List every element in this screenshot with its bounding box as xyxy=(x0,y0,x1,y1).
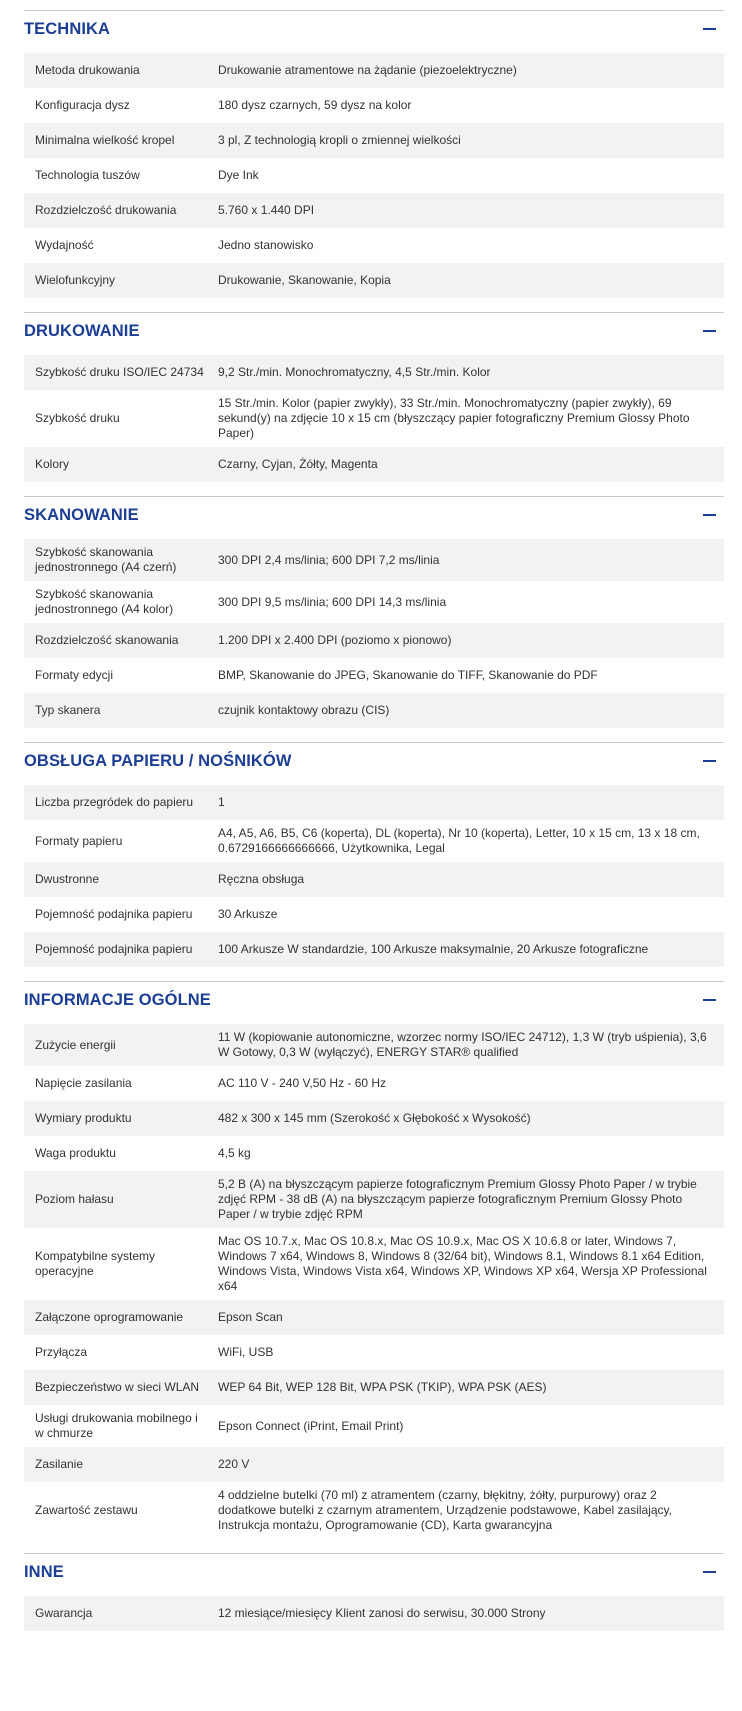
spec-value: Ręczna obsługa xyxy=(218,872,305,886)
spec-label: Gwarancja xyxy=(35,1606,93,1620)
spec-row xyxy=(24,263,724,298)
spec-value: 220 V xyxy=(218,1457,250,1471)
section-title: OBSŁUGA PAPIERU / NOŚNIKÓW xyxy=(24,751,292,770)
spec-row xyxy=(24,1335,724,1370)
spec-list xyxy=(24,0,724,1631)
spec-row xyxy=(24,355,724,390)
spec-value: A4, A5, A6, B5, C6 (koperta), DL (koperta), Nr 10 (koperta), Letter, 10 x 15 cm, 13 x 18 cm, 0.6729166666666666, Użytkownika, Legal xyxy=(218,826,700,855)
spec-label: Pojemność podajnika papieru xyxy=(35,907,193,921)
spec-label: Wydajność xyxy=(35,238,94,252)
spec-table xyxy=(24,785,724,967)
section-header[interactable] xyxy=(24,981,724,1018)
spec-value: Epson Scan xyxy=(218,1310,283,1324)
section-header[interactable] xyxy=(24,1553,724,1590)
spec-value: 15 Str./min. Kolor (papier zwykły), 33 Str./min. Monochromatyczny (papier zwykły), 69 sekund(y) na zdjęcie 10 x 15 cm (błyszczący papier fotograficzny Premium Glossy Photo Paper) xyxy=(218,396,690,440)
spec-label: Liczba przegródek do papieru xyxy=(35,795,194,809)
spec-row xyxy=(24,1405,724,1447)
spec-label: Typ skanera xyxy=(35,703,101,717)
spec-section xyxy=(24,1553,724,1631)
section-title: SKANOWANIE xyxy=(24,505,139,524)
spec-value: 1 xyxy=(218,795,225,809)
minus-icon[interactable] xyxy=(703,760,716,762)
spec-label: Poziom hałasu xyxy=(35,1192,114,1206)
spec-label: Zawartość zestawu xyxy=(35,1503,138,1517)
spec-row xyxy=(24,1447,724,1482)
spec-value: 100 Arkusze W standardzie, 100 Arkusze maksymalnie, 20 Arkusze fotograficzne xyxy=(218,942,649,956)
spec-row xyxy=(24,897,724,932)
section-title: TECHNIKA xyxy=(24,19,111,38)
spec-section xyxy=(24,742,724,967)
spec-label: Usługi drukowania mobilnego i w chmurze xyxy=(35,1411,198,1440)
spec-value: 4,5 kg xyxy=(218,1146,251,1160)
spec-label: Waga produktu xyxy=(35,1146,116,1160)
spec-value: 180 dysz czarnych, 59 dysz na kolor xyxy=(218,98,412,112)
spec-value: 1.200 DPI x 2.400 DPI (poziomo x pionowo) xyxy=(218,633,452,647)
spec-label: Zużycie energii xyxy=(35,1037,116,1052)
spec-label: Pojemność podajnika papieru xyxy=(35,942,193,956)
spec-row xyxy=(24,447,724,482)
spec-value: 12 miesiące/miesięcy Klient zanosi do serwisu, 30.000 Strony xyxy=(218,1606,546,1620)
spec-row xyxy=(24,123,724,158)
spec-label: Szybkość druku xyxy=(35,411,120,425)
section-header[interactable] xyxy=(24,10,724,47)
spec-label: Wymiary produktu xyxy=(35,1111,132,1125)
spec-table xyxy=(24,1596,724,1631)
section-header[interactable] xyxy=(24,312,724,349)
spec-row xyxy=(24,1228,724,1300)
spec-row xyxy=(24,693,724,728)
spec-value: AC 110 V - 240 V,50 Hz - 60 Hz xyxy=(218,1076,387,1090)
spec-value: Jedno stanowisko xyxy=(218,238,314,252)
spec-value: 5,2 B (A) na błyszczącym papierze fotograficznym Premium Glossy Photo Paper / w trybie zdjęć RPM - 38 dB (A) na błyszczącym papierze fotograficznym Premium Glossy Photo Paper / w trybie zdjęć RPM xyxy=(218,1177,697,1221)
spec-label: Dwustronne xyxy=(35,872,100,886)
spec-label: Wielofunkcyjny xyxy=(35,273,116,287)
spec-row xyxy=(24,820,724,862)
spec-row xyxy=(24,623,724,658)
spec-label: Rozdzielczość skanowania xyxy=(35,633,179,647)
spec-section xyxy=(24,496,724,728)
section-title: INNE xyxy=(24,1562,64,1581)
spec-row xyxy=(24,1596,724,1631)
spec-value: Dye Ink xyxy=(218,168,259,182)
spec-row xyxy=(24,88,724,123)
spec-value: Mac OS 10.7.x, Mac OS 10.8.x, Mac OS 10.9.x, Mac OS X 10.6.8 or later, Windows 7, Windows 7 x64, Windows 8, Windows 8 (32/64 bit), Windows 8.1, Windows 8.1 x64 Edition, Windows Vista, Windows Vista x64, Windows XP, Windows XP x64, Wersja XP Professional x64 xyxy=(218,1234,707,1293)
spec-value: 300 DPI 2,4 ms/linia; 600 DPI 7,2 ms/linia xyxy=(218,552,440,567)
spec-label: Kolory xyxy=(35,457,70,471)
spec-row xyxy=(24,228,724,263)
spec-value: BMP, Skanowanie do JPEG, Skanowanie do TIFF, Skanowanie do PDF xyxy=(218,668,598,682)
spec-row xyxy=(24,193,724,228)
spec-section xyxy=(24,10,724,298)
spec-row xyxy=(24,932,724,967)
minus-icon[interactable] xyxy=(703,1571,716,1573)
spec-value: WiFi, USB xyxy=(218,1345,274,1359)
spec-row xyxy=(24,390,724,447)
minus-icon[interactable] xyxy=(703,999,716,1001)
spec-label: Metoda drukowania xyxy=(35,63,140,77)
spec-row xyxy=(24,1066,724,1101)
spec-row xyxy=(24,1300,724,1335)
spec-label: Szybkość druku ISO/IEC 24734 xyxy=(35,365,204,379)
spec-row xyxy=(24,1370,724,1405)
spec-row xyxy=(24,862,724,897)
spec-label: Minimalna wielkość kropel xyxy=(35,133,175,147)
spec-row xyxy=(24,785,724,820)
spec-row xyxy=(24,1136,724,1171)
spec-section xyxy=(24,312,724,482)
spec-label: Napięcie zasilania xyxy=(35,1076,132,1090)
spec-label: Kompatybilne systemy operacyjne xyxy=(35,1249,156,1278)
spec-value: 5.760 x 1.440 DPI xyxy=(218,203,315,217)
spec-label: Formaty edycji xyxy=(35,668,114,682)
minus-icon[interactable] xyxy=(703,28,716,30)
section-title: DRUKOWANIE xyxy=(24,321,140,340)
spec-value: 482 x 300 x 145 mm (Szerokość x Głębokość x Wysokość) xyxy=(218,1111,531,1125)
spec-label: Technologia tuszów xyxy=(35,168,140,182)
spec-label: Formaty papieru xyxy=(35,833,123,848)
spec-label: Zasilanie xyxy=(35,1457,84,1471)
spec-table xyxy=(24,53,724,298)
spec-row xyxy=(24,158,724,193)
spec-value: 4 oddzielne butelki (70 ml) z atramentem (czarny, błękitny, żółty, purpurowy) oraz 2 dodatkowe butelki z czarnym atramentem, Urządzenie podstawowe, Kabel zasilający, Instrukcja montażu, Oprogramowanie (CD), Karta gwarancyjna xyxy=(218,1488,672,1532)
spec-row xyxy=(24,581,724,623)
spec-value: 9,2 Str./min. Monochromatyczny, 4,5 Str./min. Kolor xyxy=(218,365,491,379)
spec-label: Rozdzielczość drukowania xyxy=(35,203,177,217)
spec-row xyxy=(24,1171,724,1228)
minus-icon[interactable] xyxy=(703,330,716,332)
spec-row xyxy=(24,1482,724,1539)
spec-row xyxy=(24,1101,724,1136)
spec-value: Drukowanie atramentowe na żądanie (piezoelektryczne) xyxy=(218,63,517,77)
spec-row xyxy=(24,1024,724,1066)
spec-row xyxy=(24,539,724,581)
spec-value: 11 W (kopiowanie autonomiczne, wzorzec normy ISO/IEC 24712), 1,3 W (tryb uśpienia), 3,6 W Gotowy, 0,3 W (wyłączyć), ENERGY STAR® qualified xyxy=(218,1030,707,1059)
section-title: INFORMACJE OGÓLNE xyxy=(24,990,211,1009)
section-header[interactable] xyxy=(24,742,724,779)
spec-table xyxy=(24,539,724,728)
spec-label: Szybkość skanowania jednostronnego (A4 kolor) xyxy=(35,587,174,616)
spec-section xyxy=(24,981,724,1539)
spec-table xyxy=(24,355,724,482)
spec-table xyxy=(24,1024,724,1539)
spec-value: 30 Arkusze xyxy=(218,907,278,921)
spec-label: Przyłącza xyxy=(35,1345,88,1359)
spec-label: Załączone oprogramowanie xyxy=(35,1310,184,1324)
spec-row xyxy=(24,658,724,693)
spec-value: 3 pl, Z technologią kropli o zmiennej wielkości xyxy=(218,133,461,147)
section-header[interactable] xyxy=(24,496,724,533)
spec-value: WEP 64 Bit, WEP 128 Bit, WPA PSK (TKIP), WPA PSK (AES) xyxy=(218,1380,547,1394)
spec-value: 300 DPI 9,5 ms/linia; 600 DPI 14,3 ms/linia xyxy=(218,594,447,609)
minus-icon[interactable] xyxy=(703,514,716,516)
spec-value: Epson Connect (iPrint, Email Print) xyxy=(218,1418,404,1433)
spec-value: czujnik kontaktowy obrazu (CIS) xyxy=(218,703,390,717)
spec-value: Czarny, Cyjan, Żółty, Magenta xyxy=(218,457,378,471)
spec-label: Szybkość skanowania jednostronnego (A4 czerń) xyxy=(35,545,177,574)
spec-value: Drukowanie, Skanowanie, Kopia xyxy=(218,273,391,287)
spec-label: Konfiguracja dysz xyxy=(35,98,130,112)
spec-row xyxy=(24,53,724,88)
spec-label: Bezpieczeństwo w sieci WLAN xyxy=(35,1380,200,1394)
